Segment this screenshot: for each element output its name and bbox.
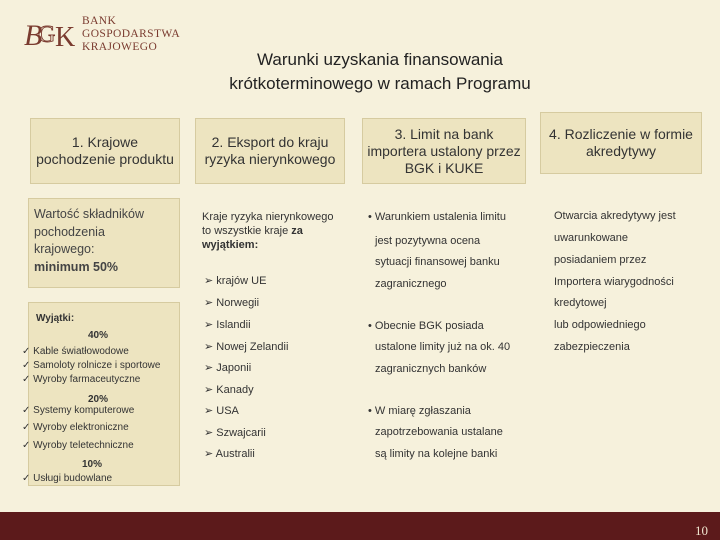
c1-body-line-4: minimum 50% [34,259,119,274]
column-4-header [540,112,702,174]
country-7: USA [216,405,239,417]
country-8: Szwajcarii [216,427,266,439]
country-item-5: ➢ Japonii [204,362,252,374]
c2-intro-line-2a: to wszystkie kraje [202,225,292,237]
c4-line-1: Otwarcia akredytywy jest [554,210,676,222]
logo-line-1: BANK [82,15,117,27]
c3-line-1: • Warunkiem ustalenia limitu [368,211,506,223]
country-item-7: ➢ USA [204,405,239,417]
country-2: Norwegii [216,297,260,309]
exceptions-title: Wyjątki: [36,313,75,324]
country-item-3: ➢ Islandii [204,319,251,331]
title-line-2: krótkoterminowego w ramach Programu [229,74,531,93]
country-item-4: ➢ Nowej Zelandii [204,341,289,353]
country-item-9: ➢ Australii [204,448,255,460]
group-2-item-2-text: Wyroby elektroniczne [33,422,129,433]
c3-line-7: zagranicznych banków [375,363,487,375]
group-2-item-1-text: Systemy komputerowe [33,405,135,416]
column-3-header-text: 3. Limit na bank importera ustalony przez BGK i KUKE [367,125,521,176]
c2-intro-line-2 [202,224,333,238]
c4-line-6: lub odpowiedniego [554,319,646,331]
group-2-item-2: ✓ Wyroby elektroniczne [22,422,129,433]
c1-body-line-3: krajowego: [34,242,95,256]
c3-line-4: zagranicznego [375,278,447,290]
logo-line-3: KRAJOWEGO [82,41,158,53]
country-5: Japonii [216,362,252,374]
c3-line-5: • Obecnie BGK posiada [368,320,484,332]
slide-title [195,48,565,96]
c3-line-6: ustalone limity już na ok. 40 [375,341,511,353]
group-1-item-2: ✓ Samoloty rolnicze i sportowe [22,360,161,371]
group-1-item-2-text: Samoloty rolnicze i sportowe [33,360,161,371]
bgk-logo [22,12,192,54]
c3-line-3: sytuacji finansowej banku [375,256,500,268]
footer-bar [0,512,720,540]
logo-line-2: GOSPODARSTWA [82,28,181,40]
c4-line-7: zabezpieczenia [554,341,630,353]
country-6: Kanady [216,384,254,396]
c2-intro-line-2b: za [291,225,303,237]
group-3-item-1-text: Usługi budowlane [33,473,113,484]
c1-body-line-1: Wartość składników [34,207,144,221]
column-1-header-text: 1. Krajowe pochodzenie produktu [36,134,174,167]
c4-line-2: uwarunkowane [554,232,628,244]
title-line-1: Warunki uzyskania finansowania [257,50,503,69]
c3-line-8: • W miarę zgłaszania [368,405,471,417]
c3-line-2: jest pozytywna ocena [375,235,481,247]
c4-line-3: posiadaniem przez [554,254,647,266]
page-number: 10 [695,523,708,538]
country-item-2: ➢ Norwegii [204,297,260,309]
group-1-item-3: ✓ Wyroby farmaceutyczne [22,374,141,385]
logo-wordmark [82,15,180,54]
column-4-header-text: 4. Rozliczenie w formie akredytywy [549,126,693,159]
group-2-item-3-text: Wyroby teletechniczne [33,440,134,451]
c4-line-4: Importera wiarygodności [554,276,674,288]
column-1-header [30,118,180,184]
group-2-item-3: ✓ Wyroby teletechniczne [22,440,134,451]
group-1-item-1-text: Kable światłowodowe [33,346,129,357]
svg-text:K: K [55,22,76,53]
country-item-6: ➢ Kanady [204,384,254,396]
country-1: krajów UE [216,275,267,287]
c1-body-line-2: pochodzenia [34,224,105,239]
bgk-monogram-icon [22,12,78,54]
c4-line-5: kredytowej [554,297,607,309]
svg-text:B: B [24,19,43,52]
country-3: Islandii [216,319,251,331]
group-1-item-3-text: Wyroby farmaceutyczne [33,374,141,385]
group-1-item-1: ✓ Kable światłowodowe [22,346,129,357]
country-item-8: ➢ Szwajcarii [204,427,266,439]
column-1-body [34,206,144,276]
country-item-1: ➢ krajów UE [204,275,267,287]
country-9: Australii [215,448,255,460]
column-3-header [362,118,526,184]
c2-intro-line-1: Kraje ryzyka nierynkowego [202,211,334,223]
column-2-header-text: 2. Eksport do kraju ryzyka nierynkowego [204,134,336,167]
group-1-percent: 40% [88,330,109,341]
column-2-header [195,118,345,184]
c3-line-10: są limity na kolejne banki [375,448,498,460]
group-2-item-1: ✓ Systemy komputerowe [22,405,135,416]
c2-intro-line-3: wyjątkiem: [202,239,259,251]
country-4: Nowej Zelandii [216,341,289,353]
c2-intro [202,210,333,252]
group-3-percent: 10% [82,459,103,470]
c3-line-9: zapotrzebowania ustalane [375,426,503,438]
group-2-percent: 20% [88,394,109,405]
group-3-item-1: ✓ Usługi budowlane [22,473,113,484]
svg-text:G: G [38,22,56,48]
